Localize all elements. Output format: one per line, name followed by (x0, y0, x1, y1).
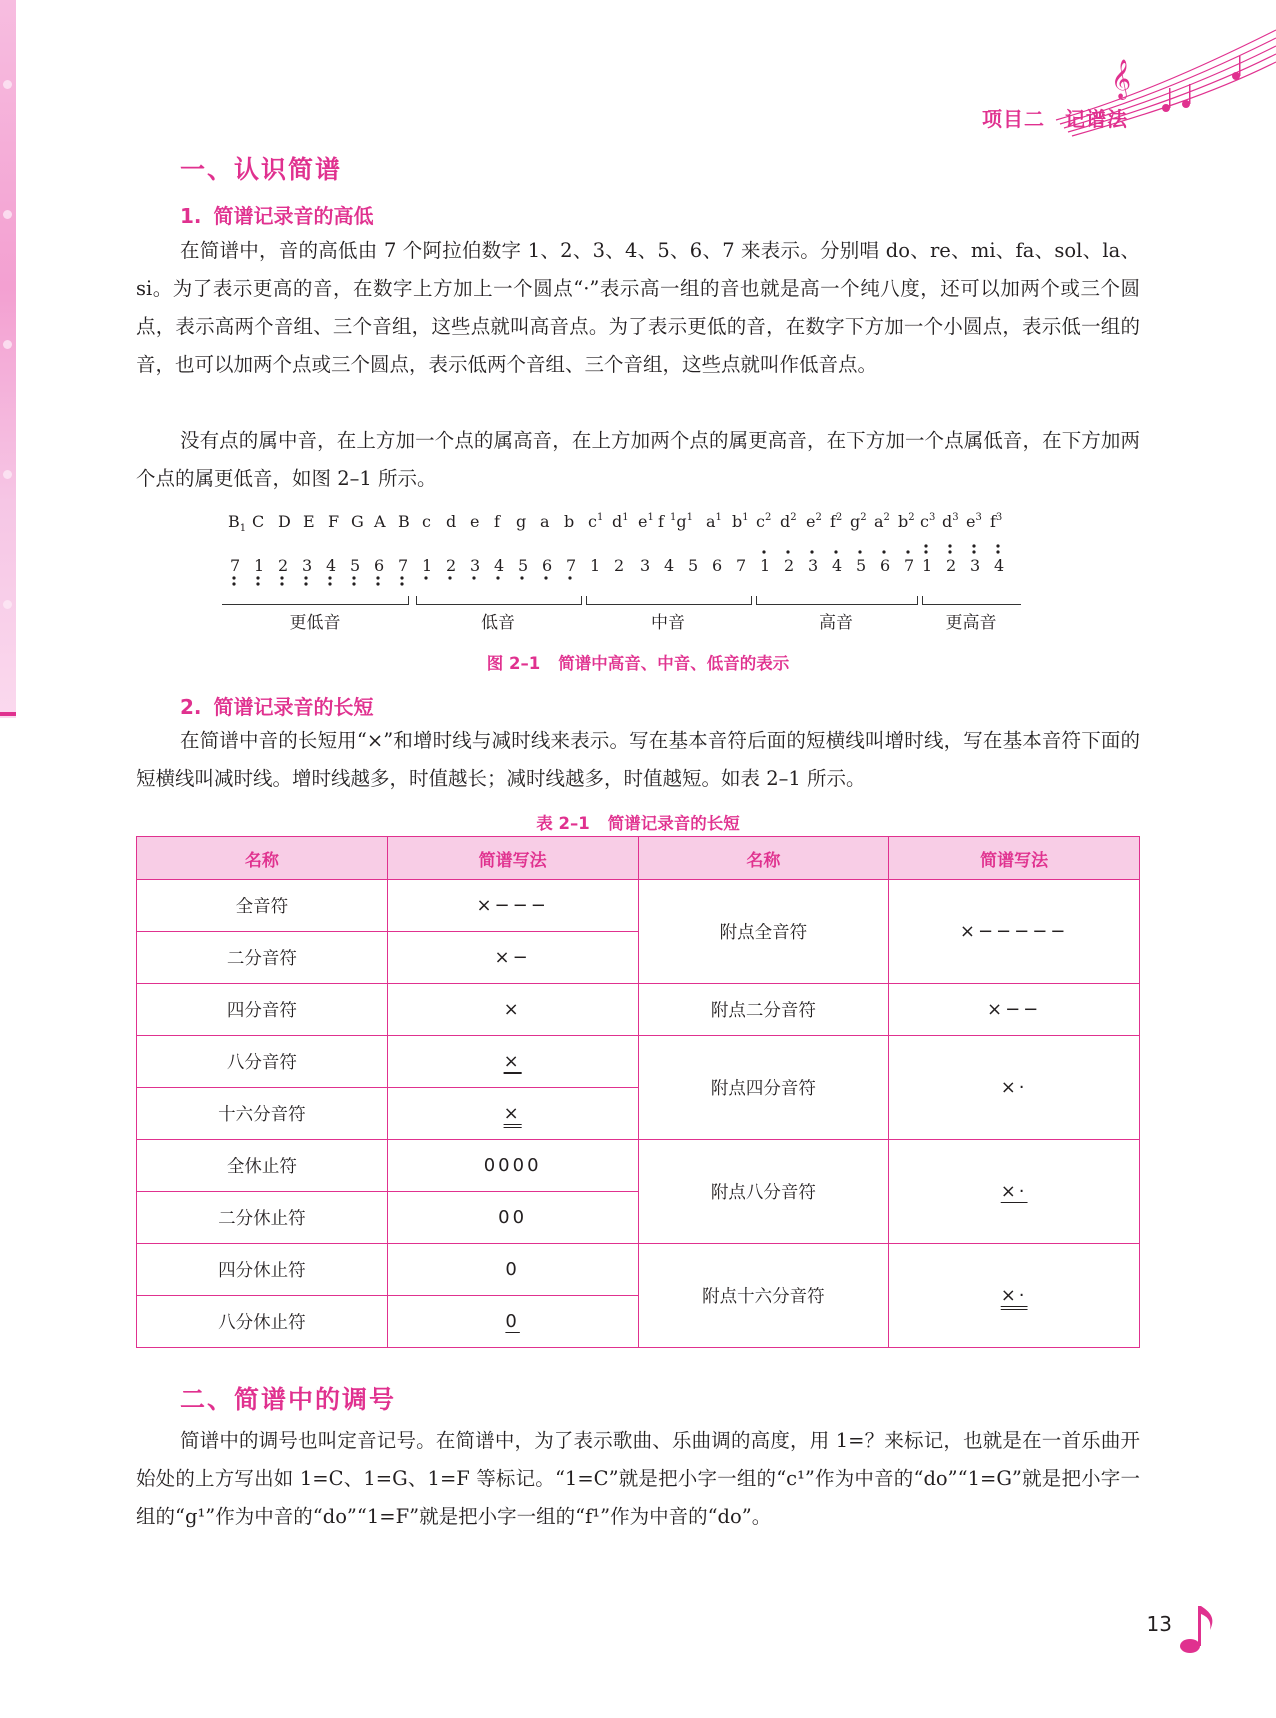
table-header-cell: 名称 (638, 837, 889, 880)
table-cell-notation (889, 1244, 1140, 1348)
paragraph-pitch-notation: 在简谱中，音的高低由 7 个阿拉伯数字 1、2、3、4、5、6、7 来表示。分别唱 do、re、mi、fa、sol、la、si。为了表示更高的音，在数字上方加上一个圆点“·”表示高一组的音也就是高一个纯八度，还可以加两个或三个圆点，表示高两个音组、三个音组，这些点就叫高音点。为了表示更低的音，在数字下方加一个小圆点，表示低一组的音，也可以加两个点或三个圆点，表示低两个音组、三个音组，这些点就叫作低音点。 (136, 239, 1140, 376)
table-row (137, 1244, 1140, 1296)
table-cell-name: 附点全音符 (638, 880, 889, 984)
header-project: 项目二 (982, 107, 1045, 131)
group-label-high: 高音 (819, 613, 853, 633)
paragraph-note-duration: 在简谱中音的长短用“×”和增时线与减时线来表示。写在基本音符后面的短横线叫增时线，写在基本音符下面的短横线叫减时线。增时线越多，时值越长；减时线越多，时值越短。如表 2–1 所示。 (136, 729, 1140, 790)
subsection-2-heading (180, 691, 374, 720)
header-chapter: 记谱法 (1065, 107, 1128, 131)
table-cell-name: 全休止符 (137, 1140, 388, 1192)
group-label-lower-low: 更低音 (289, 613, 341, 633)
table-cell-name: 二分音符 (137, 932, 388, 984)
table-header-cell: 简谱写法 (387, 837, 638, 880)
table-cell-name: 附点十六分音符 (638, 1244, 889, 1348)
table-cell-name: 二分休止符 (137, 1192, 388, 1244)
bracket-lower-low (222, 596, 409, 605)
bracket-middle (586, 596, 752, 605)
bracket-high (756, 596, 918, 605)
paragraph-key-signature: 简谱中的调号也叫定音记号。在简谱中，为了表示歌曲、乐曲调的高度，用 1=？来标记，也就是在一首乐曲开始处的上方写出如 1=C、1=G、1=F 等标记。“1=C”就是把小字一组的“c¹”作为中音的“do”“1=G”就是把小字一组的“g¹”作为中音的“do”“1=F”就是把小字一组的“f¹”作为中音的“do”。 (136, 1429, 1140, 1528)
side-strip-rule (0, 712, 16, 716)
table-cell-notation (889, 1140, 1140, 1244)
subsection-1-heading (180, 200, 374, 229)
table-caption (0, 810, 1276, 834)
table-cell-notation: ×· (889, 1036, 1140, 1140)
table-header-cell: 简谱写法 (889, 837, 1140, 880)
table-row (137, 880, 1140, 932)
table-row (137, 1036, 1140, 1088)
section-1-title: 一、认识简谱 (180, 155, 343, 184)
table-cell-notation: 0 (387, 1244, 638, 1296)
dotted-sixteenth-symbol: ×· (1000, 1285, 1028, 1306)
figure-caption-text: 简谱中高音、中音、低音的表示 (558, 654, 790, 673)
table-header-row (137, 837, 1140, 880)
figure-high-dots (210, 536, 1060, 556)
bracket-higher-high (922, 596, 1021, 605)
figure-caption (0, 650, 1276, 674)
table-row (137, 984, 1140, 1036)
group-label-higher-high: 更高音 (945, 613, 997, 633)
table-cell-name: 全音符 (137, 880, 388, 932)
eighth-note-symbol: × (503, 1051, 522, 1072)
figure-caption-label: 图 2–1 (486, 654, 541, 673)
table-cell-notation (387, 1088, 638, 1140)
table-cell-name: 八分休止符 (137, 1296, 388, 1348)
dotted-eighth-symbol: ×· (1000, 1181, 1028, 1202)
subsection-2-title: 简谱记录音的长短 (213, 695, 374, 719)
svg-text:𝄞: 𝄞 (1111, 59, 1132, 99)
subsection-2-number: 2. (180, 695, 202, 719)
page-number: 13 (1146, 1612, 1172, 1636)
table-cell-notation: ×−−− (387, 880, 638, 932)
sixteenth-note-symbol: × (503, 1103, 522, 1124)
music-note-icon (1176, 1600, 1220, 1656)
table-cell-notation: ×− (387, 932, 638, 984)
table-cell-name: 八分音符 (137, 1036, 388, 1088)
table-cell-name: 附点二分音符 (638, 984, 889, 1036)
figure-pitch-registers: $B_1$ C D E F G A B c d e f g a b $c^1$ $d^1$ $e^1$ f $^1g^1$ $a^1$ $b^1$ $c^2$ $d^2$ $e^2$ $f^2$ $g^2$ $a^2$ $b^2$ $c^3$ $d^3$ $e^3$ $f^3$ 7 1 2 3 4 5 6 7 1 2 3 4 5 6 7 1 2 3 4 5 6 7 1 2 3 4 5 6 7 1 2 3 4 更低音 低音 中音 高音 更高音 (210, 512, 1060, 632)
decorative-side-strip (0, 0, 16, 718)
group-label-middle: 中音 (651, 613, 685, 633)
group-label-low: 低音 (481, 613, 515, 633)
table-caption-text: 简谱记录音的长短 (607, 814, 740, 833)
duration-table (136, 836, 1140, 1348)
table-cell-notation: ×−− (889, 984, 1140, 1036)
bracket-low (416, 596, 582, 605)
table-cell-name: 十六分音符 (137, 1088, 388, 1140)
table-cell-name: 附点四分音符 (638, 1036, 889, 1140)
paragraph-pitch-registers: 没有点的属中音，在上方加一个点的属高音，在上方加两个点的属更高音，在下方加一个点属低音，在下方加两个点的属更低音，如图 2–1 所示。 (136, 429, 1140, 490)
table-row (137, 1140, 1140, 1192)
subsection-1-title: 简谱记录音的高低 (213, 204, 374, 228)
table-caption-label: 表 2–1 (536, 814, 590, 833)
table-header-cell: 名称 (137, 837, 388, 880)
table-cell-notation (387, 1296, 638, 1348)
table-cell-notation: × (387, 984, 638, 1036)
music-staff-decoration (1036, 20, 1276, 140)
table-cell-name: 四分音符 (137, 984, 388, 1036)
table-cell-notation: 0000 (387, 1140, 638, 1192)
section-2-title: 二、简谱中的调号 (180, 1385, 397, 1414)
table-cell-notation: ×−−−−− (889, 880, 1140, 984)
figure-low-dots (210, 574, 1060, 598)
subsection-1-number: 1. (180, 204, 202, 228)
table-cell-name: 附点八分音符 (638, 1140, 889, 1244)
table-cell-name: 四分休止符 (137, 1244, 388, 1296)
eighth-rest-symbol: 0 (505, 1311, 520, 1332)
table-cell-notation: 00 (387, 1192, 638, 1244)
table-cell-notation (387, 1036, 638, 1088)
